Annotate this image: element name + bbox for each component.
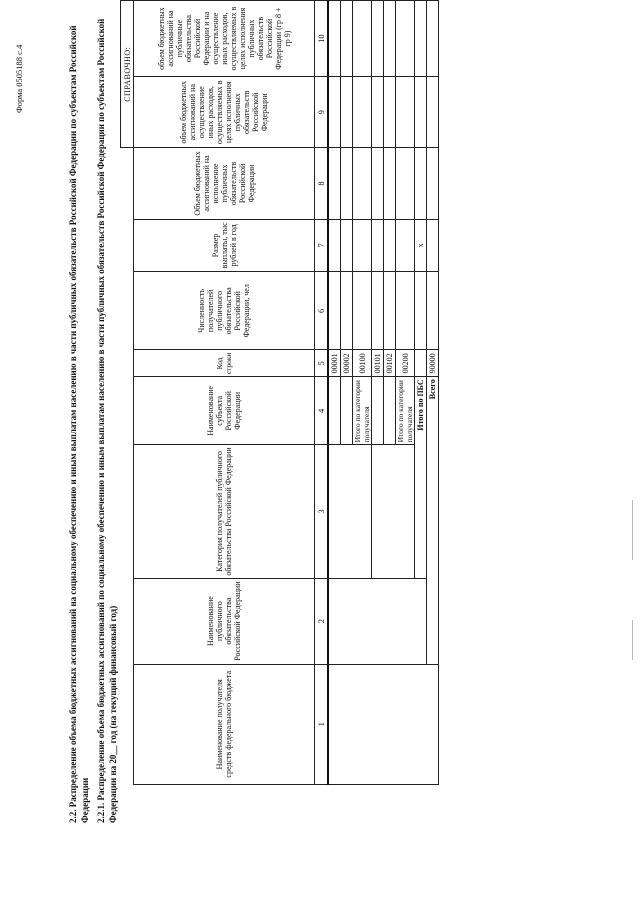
col-header-obligation: Наименование публичного обязательства Российской Федерации: [134, 578, 315, 664]
row-label: Итого по категории получателя: [396, 377, 415, 445]
col-num: 2: [315, 578, 329, 664]
col-header-payment: Размер выплаты, тыс рублей в год: [134, 219, 315, 272]
col-num: 5: [315, 350, 329, 377]
row-label: Итого по ПБС: [415, 377, 427, 578]
col-num: 9: [315, 77, 329, 148]
row-cross-mark: x: [415, 219, 427, 272]
row-label: Всего: [427, 377, 439, 664]
recipient-cell: [328, 664, 439, 784]
row-code: 00101: [372, 350, 384, 377]
section-subtitle-line2: Федерации на 20__ год (на текущий финансовый год): [108, 605, 118, 823]
col-header-category: Категория получателей публичного обязательства Российской Федерации: [134, 445, 315, 578]
row-label: Итого по категории получателя: [353, 377, 372, 445]
column-numbers-row: [315, 1, 329, 785]
header-row: [134, 1, 315, 785]
row-code: 90000: [427, 350, 439, 377]
col-num: 4: [315, 377, 329, 445]
section-title-line2: Федерации: [80, 777, 90, 823]
section-subtitle-line1: 2.2.1. Распределение объема бюджетных ассигнований по социальному обеспечению и иным выплатам населению в части публичных обязательств Российской Федерации по субъектам Российской: [96, 18, 106, 823]
col-header-recipient: Наименование получателя средств федерального бюджета: [134, 664, 315, 784]
col-header-total-allocations: объем бюджетных ассигнований на публичные обязательства Российской Федерации и на осуществление иных расходов, осуществляемых в целях исполнения публичных обязательств Российской Федерации (гр 8 + гр 9): [134, 1, 315, 77]
col-header-count: Численность получателей публичного обязательства Российской Федерации, чел: [134, 272, 315, 350]
col-header-allocations: Объем бюджетных ассигнований на исполнение публичных обязательств Российской Федерации: [134, 148, 315, 219]
row-code: 00100: [353, 350, 372, 377]
form-number: Форма 0505188 с.4: [14, 44, 24, 113]
col-num: 3: [315, 445, 329, 578]
col-num: 1: [315, 664, 329, 784]
obligation-cell: [328, 578, 427, 664]
reference-label: СПРАВОЧНО:: [121, 1, 134, 148]
row-code: 00200: [396, 350, 415, 377]
category-cell: [328, 445, 372, 578]
category-cell: [372, 445, 415, 578]
table-row: [328, 1, 341, 785]
row-code: 00002: [341, 350, 353, 377]
row-code: 00001: [328, 350, 341, 377]
row-code: 00102: [384, 350, 396, 377]
col-num: 6: [315, 272, 329, 350]
distribution-table: [120, 0, 439, 785]
col-num: 10: [315, 1, 329, 77]
section-title-line1: 2.2. Распределение объема бюджетных ассигнований на социальному обеспечению и иным выплатам населению в части публичных обязательств Российской Федерации по субъектам Российской: [68, 25, 78, 823]
scan-edge-mark: [632, 620, 633, 660]
col-num: 8: [315, 148, 329, 219]
col-header-code: Код строки: [134, 350, 315, 377]
col-header-region: Наименование субъекта Российской Федерации: [134, 377, 315, 445]
col-header-other-expenses: объем бюджетных ассигнований на осуществление иных расходов, осуществляемых в целях исполнения публичных обязательств Российской Федерации: [134, 77, 315, 148]
col-num: 7: [315, 219, 329, 272]
scan-edge-mark: [632, 500, 633, 560]
